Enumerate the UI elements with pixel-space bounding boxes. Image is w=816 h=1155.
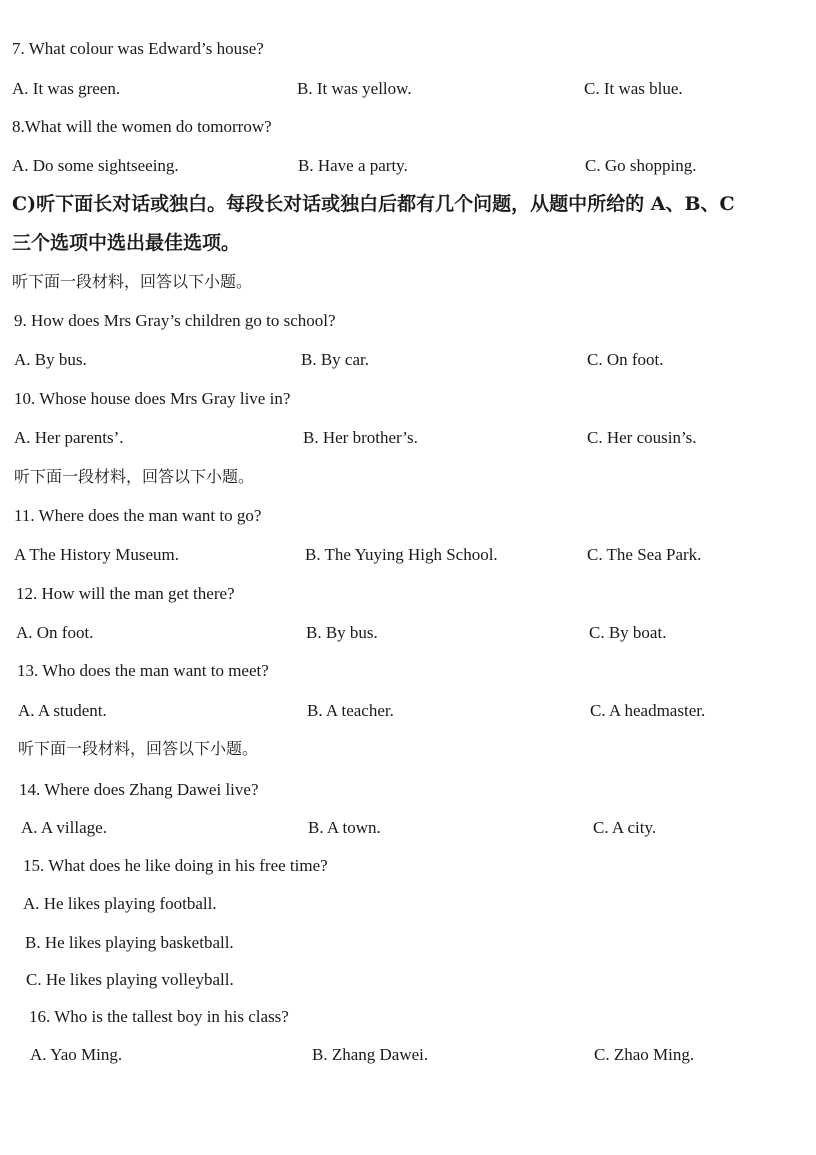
q10-option-c: C. Her cousin’s. — [587, 428, 697, 447]
q11-option-a: A The History Museum. — [14, 545, 179, 564]
listening-note: 听下面一段材料，回答以下小题。 — [14, 467, 255, 486]
q13-option-b: B. A teacher. — [307, 701, 394, 720]
q15-option-a: A. He likes playing football. — [23, 894, 217, 913]
listening-note: 听下面一段材料，回答以下小题。 — [18, 739, 259, 758]
q10-option-a: A. Her parents’. — [14, 428, 124, 447]
question-8: 8.What will the women do tomorrow? — [12, 117, 272, 136]
q14-option-b: B. A town. — [308, 818, 381, 837]
q15-option-c: C. He likes playing volleyball. — [26, 970, 234, 989]
q12-option-b: B. By bus. — [306, 623, 378, 642]
q7-option-b: B. It was yellow. — [297, 79, 412, 98]
question-7: 7. What colour was Edward’s house? — [12, 39, 264, 58]
q16-option-a: A. Yao Ming. — [30, 1045, 123, 1064]
question-12: 12. How will the man get there? — [16, 584, 235, 603]
q10-option-b: B. Her brother’s. — [303, 428, 418, 447]
q8-option-a: A. Do some sightseeing. — [12, 156, 179, 175]
q12-option-c: C. By boat. — [589, 623, 667, 642]
question-11: 11. Where does the man want to go? — [14, 506, 262, 525]
q11-option-c: C. The Sea Park. — [587, 545, 702, 564]
q12-option-a: A. On foot. — [16, 623, 94, 642]
q14-option-a: A. A village. — [21, 818, 107, 837]
question-16: 16. Who is the tallest boy in his class? — [29, 1007, 289, 1026]
question-15: 15. What does he like doing in his free time? — [23, 856, 328, 875]
section-c-instruction-line1: C)听下面长对话或独白。每段长对话或独白后都有几个问题，从题中所给的 A、B、C — [12, 193, 735, 215]
q15-option-b: B. He likes playing basketball. — [25, 933, 234, 952]
q14-option-c: C. A city. — [593, 818, 657, 837]
q13-option-c: C. A headmaster. — [590, 701, 706, 720]
question-9: 9. How does Mrs Gray’s children go to school? — [14, 311, 336, 330]
q9-option-b: B. By car. — [301, 350, 369, 369]
q16-option-b: B. Zhang Dawei. — [312, 1045, 429, 1064]
question-10: 10. Whose house does Mrs Gray live in? — [14, 389, 291, 408]
q7-option-a: A. It was green. — [12, 79, 121, 98]
listening-note: 听下面一段材料，回答以下小题。 — [12, 272, 253, 291]
q13-option-a: A. A student. — [18, 701, 107, 720]
q8-option-b: B. Have a party. — [298, 156, 408, 175]
q9-option-c: C. On foot. — [587, 350, 664, 369]
question-14: 14. Where does Zhang Dawei live? — [19, 780, 259, 799]
q16-option-c: C. Zhao Ming. — [594, 1045, 695, 1064]
q9-option-a: A. By bus. — [14, 350, 87, 369]
question-13: 13. Who does the man want to meet? — [17, 661, 269, 680]
q7-option-c: C. It was blue. — [584, 79, 683, 98]
q8-option-c: C. Go shopping. — [585, 156, 697, 175]
q11-option-b: B. The Yuying High School. — [305, 545, 498, 564]
section-c-instruction-line2: 三个选项中选出最佳选项。 — [12, 232, 241, 254]
